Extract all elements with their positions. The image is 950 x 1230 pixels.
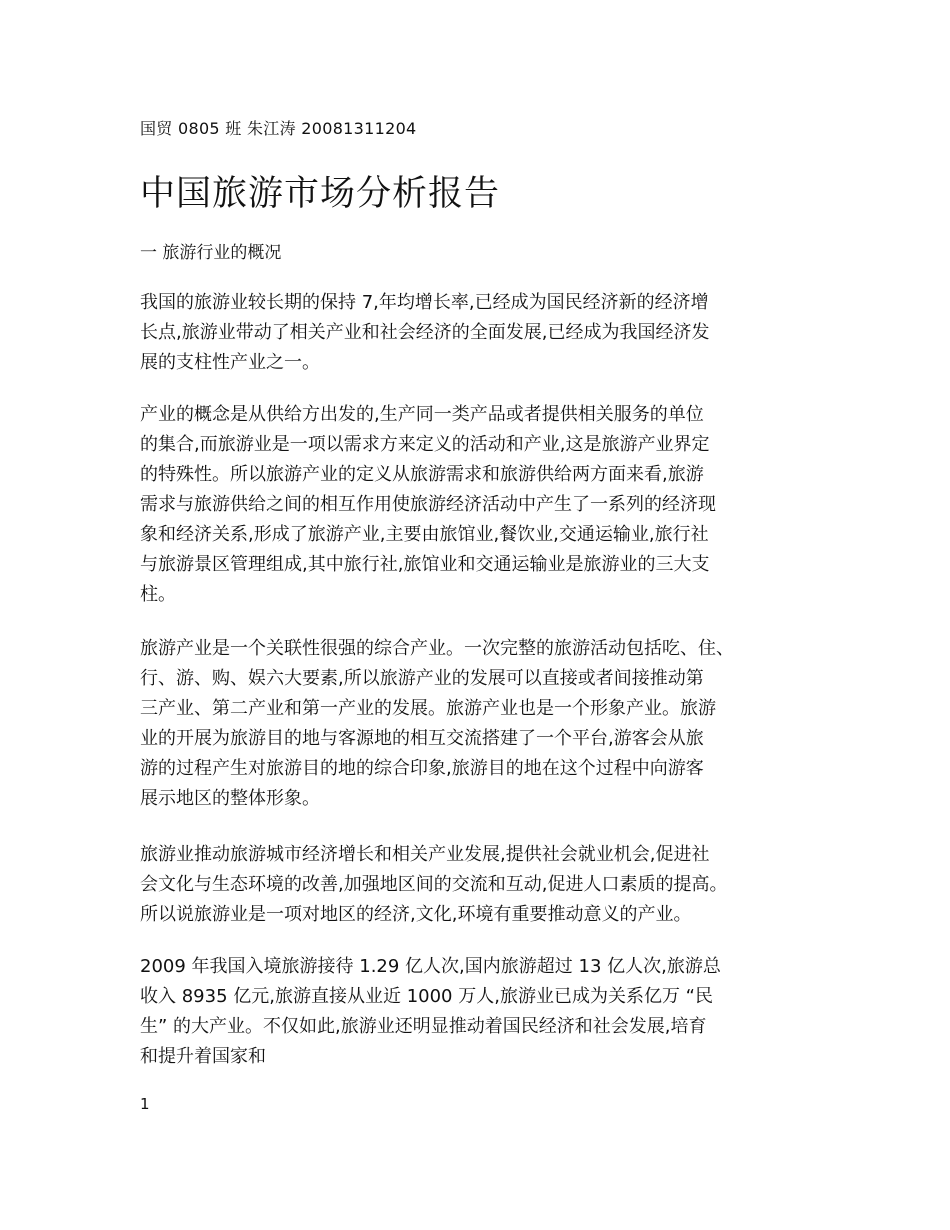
paragraph-line: 需求与旅游供给之间的相互作用使旅游经济活动中产生了一系列的经济现 <box>140 494 716 515</box>
paragraph-line: 旅游产业是一个关联性很强的综合产业。一次完整的旅游活动包括吃、住、 <box>140 638 734 659</box>
paragraph-line: 展的支柱性产业之一。 <box>140 352 320 373</box>
page-number: 1 <box>140 1095 150 1113</box>
paragraph-3 <box>140 634 830 814</box>
paragraph-5 <box>140 952 830 1072</box>
paragraph-line: 和提升着国家和 <box>140 1046 266 1067</box>
paragraph-line: 与旅游景区管理组成,其中旅行社,旅馆业和交通运输业是旅游业的三大支 <box>140 554 710 575</box>
paragraph-line: 旅游业推动旅游城市经济增长和相关产业发展,提供社会就业机会,促进社 <box>140 844 710 865</box>
paragraph-line: 所以说旅游业是一项对地区的经济,文化,环境有重要推动意义的产业。 <box>140 904 692 925</box>
document-title: 中国旅游市场分析报告 <box>140 174 501 214</box>
paragraph-line: 长点,旅游业带动了相关产业和社会经济的全面发展,已经成为我国经济发 <box>140 322 710 343</box>
paragraph-line: 产业的概念是从供给方出发的,生产同一类产品或者提供相关服务的单位 <box>140 404 704 425</box>
paragraph-line: 象和经济关系,形成了旅游产业,主要由旅馆业,餐饮业,交通运输业,旅行社 <box>140 524 709 545</box>
paragraph-line: 2009 年我国入境旅游接待 1.29 亿人次,国内旅游超过 13 亿人次,旅游总 <box>140 956 721 977</box>
paragraph-line: 游的过程产生对旅游目的地的综合印象,旅游目的地在这个过程中向游客 <box>140 758 704 779</box>
section-heading: 一 旅游行业的概况 <box>140 243 282 263</box>
paragraph-line: 生” 的大产业。不仅如此,旅游业还明显推动着国民经济和社会发展,培育 <box>140 1016 707 1037</box>
paragraph-4 <box>140 840 830 930</box>
paragraph-line: 我国的旅游业较长期的保持 7,年均增长率,已经成为国民经济新的经济增 <box>140 292 709 313</box>
paragraph-line: 业的开展为旅游目的地与客源地的相互交流搭建了一个平台,游客会从旅 <box>140 728 704 749</box>
paragraph-line: 展示地区的整体形象。 <box>140 788 320 809</box>
paragraph-line: 会文化与生态环境的改善,加强地区间的交流和互动,促进人口素质的提高。 <box>140 874 728 895</box>
paragraph-line: 的特殊性。所以旅游产业的定义从旅游需求和旅游供给两方面来看,旅游 <box>140 464 704 485</box>
paragraph-1 <box>140 288 830 378</box>
paragraph-line: 行、游、购、娱六大要素,所以旅游产业的发展可以直接或者间接推动第 <box>140 668 704 689</box>
paragraph-line: 三产业、第二产业和第一产业的发展。旅游产业也是一个形象产业。旅游 <box>140 698 716 719</box>
paragraph-line: 的集合,而旅游业是一项以需求方来定义的活动和产业,这是旅游产业界定 <box>140 434 710 455</box>
paragraph-line: 柱。 <box>140 584 176 605</box>
author-line: 国贸 0805 班 朱江涛 20081311204 <box>140 119 417 138</box>
paragraph-line: 收入 8935 亿元,旅游直接从业近 1000 万人,旅游业已成为关系亿万 “民 <box>140 986 713 1007</box>
paragraph-2 <box>140 400 830 610</box>
